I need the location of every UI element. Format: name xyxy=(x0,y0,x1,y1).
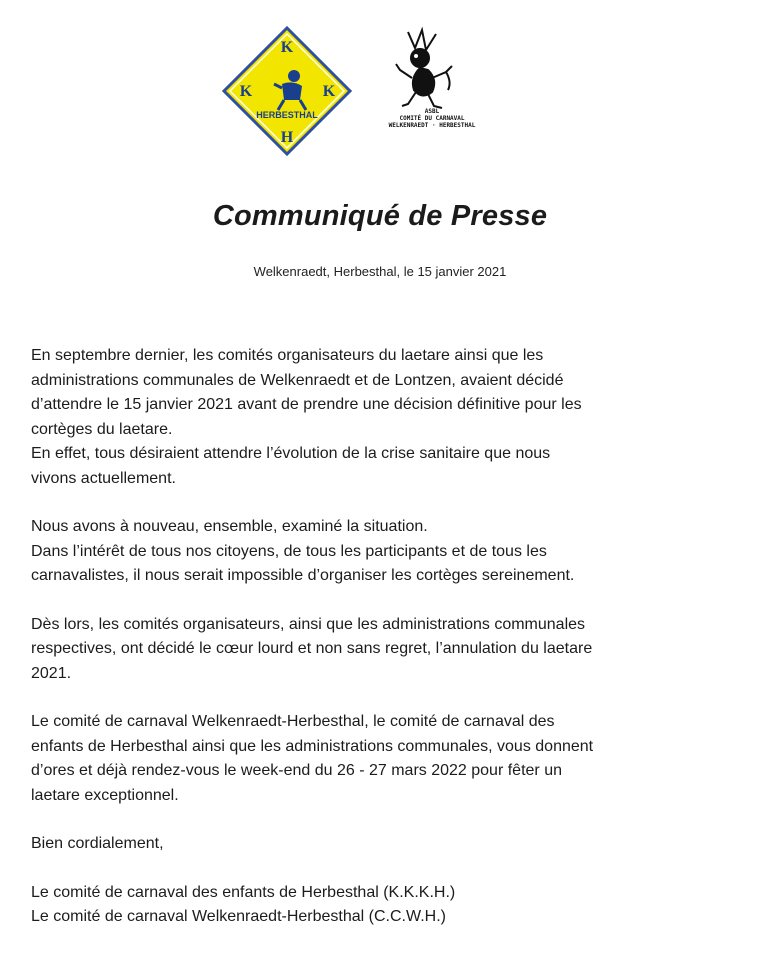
ccwh-line: WELKENRAEDT · HERBESTHAL xyxy=(388,122,476,129)
paragraph: Dès lors, les comités organisateurs, ainsi que les administrations communales respectives, ont décidé le cœur lourd et non sans regret, l’annulation du laetare 2021. xyxy=(31,615,593,682)
ccwh-caption xyxy=(372,108,492,129)
kkkh-letter-right: K xyxy=(322,83,336,100)
press-release-body xyxy=(31,344,736,930)
paragraph: En septembre dernier, les comités organisateurs du laetare ainsi que les administrations communales de Welkenraedt et de Lontzen, avaient décidé d’attendre le 15 janvier 2021 avant de prendre une décision définitive pour les cortèges du laetare. En effet, tous désiraient attendre l’évolution de la crise sanitaire que nous vivons actuellement. xyxy=(31,347,582,487)
ccwh-line: COMITÉ DU CARNAVAL xyxy=(399,115,465,122)
kkkh-letter-left: K xyxy=(239,83,253,100)
kkkh-name: HERBESTHAL xyxy=(256,110,318,120)
jester-icon xyxy=(396,30,452,108)
kkkh-letter-top: K xyxy=(280,39,294,56)
ccwh-line: ASBL xyxy=(424,108,440,115)
kkkh-logo xyxy=(222,26,352,156)
ccwh-jester-logo xyxy=(360,20,500,155)
page-title: Communiqué de Presse xyxy=(212,200,548,232)
closing-greeting: Bien cordialement, xyxy=(31,835,164,852)
kkkh-letter-bottom: H xyxy=(280,129,294,146)
paragraph: Nous avons à nouveau, ensemble, examiné la situation. Dans l’intérêt de tous nos citoyens, de tous les participants et de tous les carnavalistes, il nous serait impossible d’organiser les cortèges sereinement. xyxy=(31,518,575,584)
dateline: Welkenraedt, Herbesthal, le 15 janvier 2021 xyxy=(253,264,507,279)
paragraph: Le comité de carnaval Welkenraedt-Herbesthal, le comité de carnaval des enfants de Herbesthal ainsi que les administrations communales, vous donnent d’ores et déjà rendez-vous le week-end du 26 - 27 mars 2022 pour fêter un laetare exceptionnel. xyxy=(31,713,594,804)
signature-block: Le comité de carnaval des enfants de Herbesthal (K.K.K.H.) Le comité de carnaval Welkenraedt-Herbesthal (C.C.W.H.) xyxy=(31,883,456,925)
